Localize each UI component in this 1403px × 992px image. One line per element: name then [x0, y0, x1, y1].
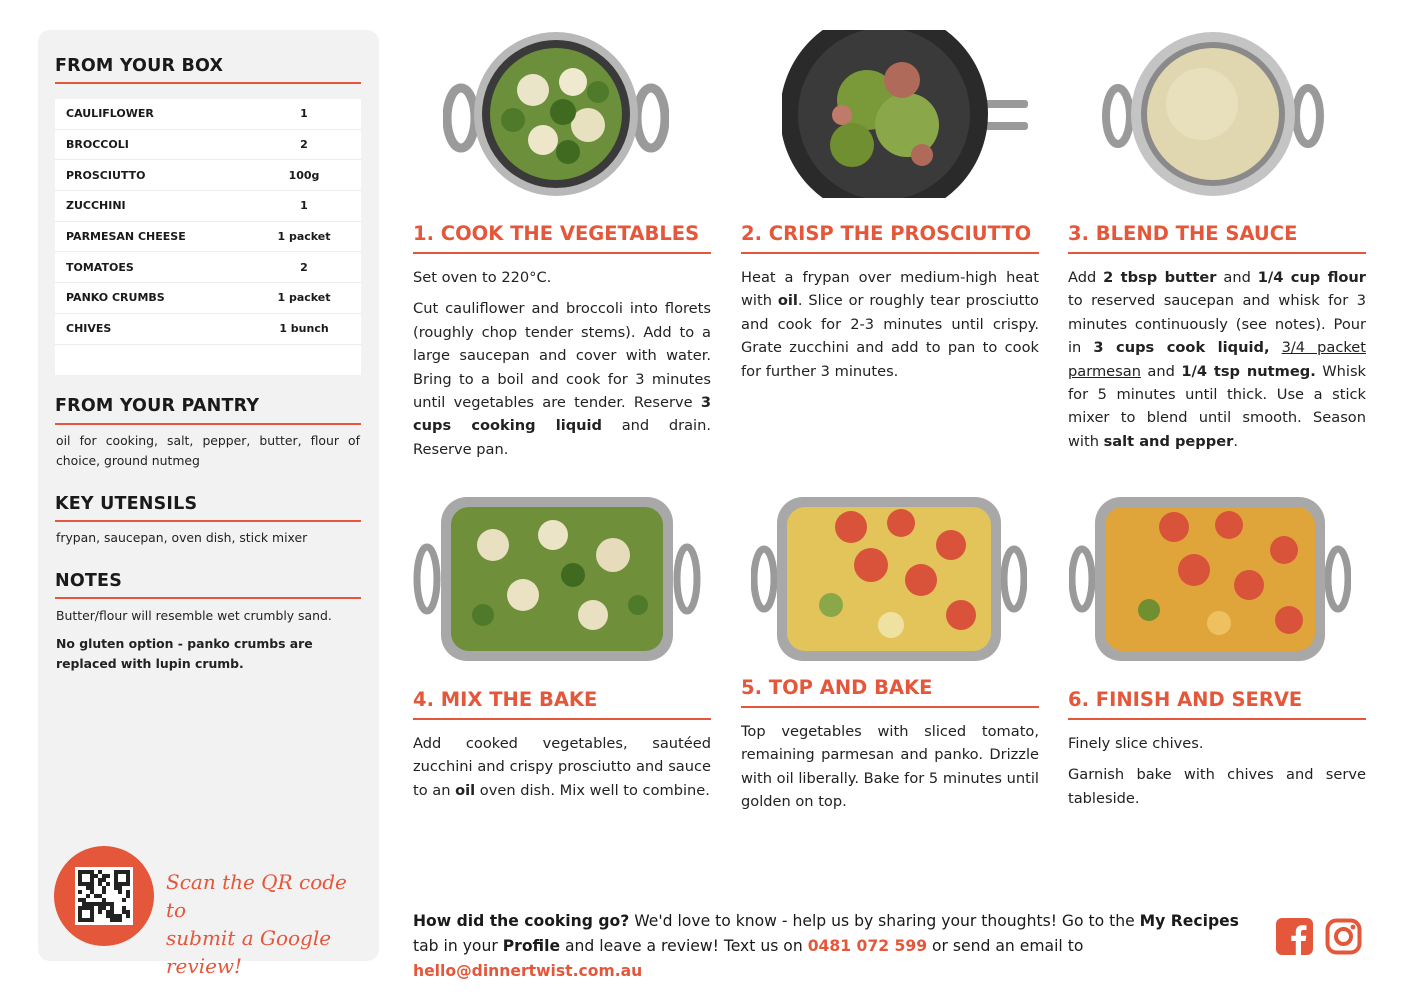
ingredient-name: PROSCIUTTO	[66, 168, 146, 182]
table-row	[55, 160, 361, 191]
table-row	[55, 191, 361, 222]
step-3-rule	[1068, 252, 1366, 254]
ingredient-qty: 1 packet	[277, 230, 331, 244]
bold-segment: oil	[777, 292, 798, 310]
oven-dish-topped-photo	[751, 495, 1027, 663]
phone-link[interactable]: 0481 072 599	[807, 937, 928, 955]
facebook-icon[interactable]	[1276, 918, 1313, 955]
ingredient-qty: 1 bunch	[279, 322, 329, 336]
text-segment: Whisk for 5 minutes until thick. Use a stick mixer to blend until smooth. Season with	[1068, 362, 1366, 450]
text-segment: We'd love to know - help us by sharing your thoughts! Go to the	[629, 912, 1140, 930]
text-segment: and	[1216, 269, 1258, 286]
notes-gluten-text: No gluten option - panko crumbs are replaced with lupin crumb.	[56, 636, 313, 671]
notes-text: Butter/flour will resemble wet crumbly sand.	[56, 608, 332, 623]
scan-line-1: Scan the QR code to	[166, 870, 347, 922]
utensils-title: KEY UTENSILS	[55, 494, 198, 514]
step-3-text	[1068, 266, 1366, 461]
from-box-rule	[55, 82, 361, 84]
text-segment: . Slice or roughly tear prosciutto and cook for 2-3 minutes until crispy. Grate zucchini and add to pan to cook for further 3 minutes.	[741, 292, 1039, 380]
pantry-title: FROM YOUR PANTRY	[55, 396, 260, 416]
ingredient-name: CAULIFLOWER	[66, 107, 154, 121]
step-6-garnish: Garnish bake with chives and serve tableside.	[1068, 766, 1366, 807]
ingredient-name: ZUCCHINI	[66, 199, 126, 213]
text-segment: Add	[1068, 269, 1104, 286]
utensils-text: frypan, saucepan, oven dish, stick mixer	[56, 530, 308, 545]
step-6-title: 6. FINISH AND SERVE	[1068, 688, 1303, 711]
step-2-text	[741, 266, 1039, 391]
box-ingredients-table	[55, 99, 361, 375]
ingredient-name: CHIVES	[66, 322, 112, 336]
frypan-prosciutto-photo	[782, 30, 1030, 198]
bold-segment: 2 tbsp butter	[1103, 269, 1217, 286]
ingredient-qty: 1 packet	[277, 291, 331, 305]
table-row	[55, 283, 361, 314]
text-segment: and leave a review! Text us on	[560, 937, 808, 955]
qr-code-badge[interactable]	[54, 846, 154, 946]
text-segment: Add cooked vegetables, sautéed zucchini and crispy prosciutto and sauce to an	[413, 735, 711, 799]
step-3-title: 3. BLEND THE SAUCE	[1068, 222, 1298, 245]
step-3-instructions	[1068, 266, 1366, 453]
qr-module	[126, 918, 130, 922]
step-5-title: 5. TOP AND BAKE	[741, 676, 933, 699]
pantry-text: oil for cooking, salt, pepper, butter, flour of choice, ground nutmeg	[56, 433, 360, 468]
saucepan-sauce-photo	[1102, 30, 1324, 198]
my-recipes-link[interactable]: My Recipes	[1139, 912, 1239, 930]
step-1-title: 1. COOK THE VEGETABLES	[413, 222, 700, 245]
text-segment: to reserved saucepan and whisk for 3 minutes continuously (see notes). Pour in	[1068, 292, 1366, 357]
footer-question: How did the cooking go?	[413, 912, 630, 930]
ingredients-sidebar	[38, 30, 379, 978]
table-row	[55, 314, 361, 345]
ingredient-qty: 2	[300, 138, 308, 152]
step-5-text	[741, 720, 1039, 822]
text-segment: and	[1140, 362, 1182, 380]
ingredient-name: TOMATOES	[66, 260, 134, 274]
step-4-text	[413, 732, 711, 810]
bold-segment: 1/4 tsp nutmeg.	[1181, 362, 1316, 380]
step-2-title: 2. CRISP THE PROSCIUTTO	[741, 222, 1032, 245]
table-row	[55, 222, 361, 253]
table-row	[55, 130, 361, 161]
notes-title: NOTES	[55, 571, 123, 591]
instagram-icon[interactable]	[1325, 918, 1362, 955]
saucepan-vegetables-photo	[443, 30, 669, 198]
table-row	[55, 99, 361, 130]
text-segment: and drain. Reserve pan.	[413, 417, 712, 458]
ingredient-qty: 1	[300, 107, 308, 121]
text-segment: .	[1233, 432, 1238, 450]
qr-code-icon[interactable]	[75, 867, 133, 925]
step-6-chives: Finely slice chives.	[1068, 735, 1204, 752]
step-5-rule	[741, 706, 1039, 708]
oven-dish-mix-photo	[413, 495, 701, 663]
email-link[interactable]: hello@dinnertwist.com.au	[413, 962, 643, 980]
step-4-title: 4. MIX THE BAKE	[413, 688, 598, 711]
step-1-oven: Set oven to 220°C.	[413, 269, 552, 286]
ingredient-name: PANKO CRUMBS	[66, 291, 165, 305]
table-row	[55, 252, 361, 283]
bold-segment: 3 cups cook liquid,	[1093, 339, 1270, 357]
text-segment: tab in your	[413, 937, 503, 955]
ingredient-qty: 2	[300, 260, 308, 274]
step-6-text	[1068, 732, 1366, 818]
scan-line-2: submit a Google review!	[166, 926, 332, 978]
step-2-rule	[741, 252, 1039, 254]
text-segment: Heat a frypan over medium-high heat with	[741, 269, 1039, 310]
step-2-instructions	[741, 266, 1039, 383]
text-segment: Cut cauliflower and broccoli into florets (roughly chop tender stems). Add to a large saucepan and cover with water. Bring to a boil and cook for 3 minutes until vegetables are tender. Reserve	[413, 300, 711, 412]
utensils-rule	[55, 520, 361, 522]
bold-segment: 3 cups cooking liquid	[413, 394, 711, 435]
ingredient-name: BROCCOLI	[66, 138, 129, 152]
scan-qr-caption	[166, 868, 366, 980]
text-segment	[1270, 339, 1282, 356]
step-1-text	[413, 266, 711, 469]
profile-link[interactable]: Profile	[502, 937, 561, 955]
review-footer	[413, 909, 1263, 984]
ingredient-name: PARMESAN CHEESE	[66, 230, 186, 244]
notes-rule	[55, 597, 361, 599]
text-segment: or send an email to	[927, 937, 1084, 955]
bold-segment: oil	[455, 781, 476, 799]
bold-segment: salt and pepper	[1103, 432, 1234, 450]
pantry-rule	[55, 423, 361, 425]
underline-segment: 3/4 packet parmesan	[1068, 339, 1366, 380]
step-5-instructions: Top vegetables with sliced tomato, remaining parmesan and panko. Drizzle with oil liberally. Bake for 5 minutes until golden on top.	[741, 723, 1039, 811]
from-box-title: FROM YOUR BOX	[55, 56, 224, 76]
step-4-rule	[413, 718, 711, 720]
bold-segment: 1/4 cup flour	[1257, 269, 1367, 286]
step-6-rule	[1068, 718, 1366, 720]
ingredient-qty: 1	[300, 199, 308, 213]
step-4-instructions	[413, 732, 711, 802]
text-segment: oven dish. Mix well to combine.	[475, 781, 710, 799]
ingredient-qty: 100g	[288, 168, 320, 182]
step-1-instructions	[413, 297, 711, 461]
step-1-rule	[413, 252, 711, 254]
oven-dish-baked-photo	[1069, 495, 1351, 663]
